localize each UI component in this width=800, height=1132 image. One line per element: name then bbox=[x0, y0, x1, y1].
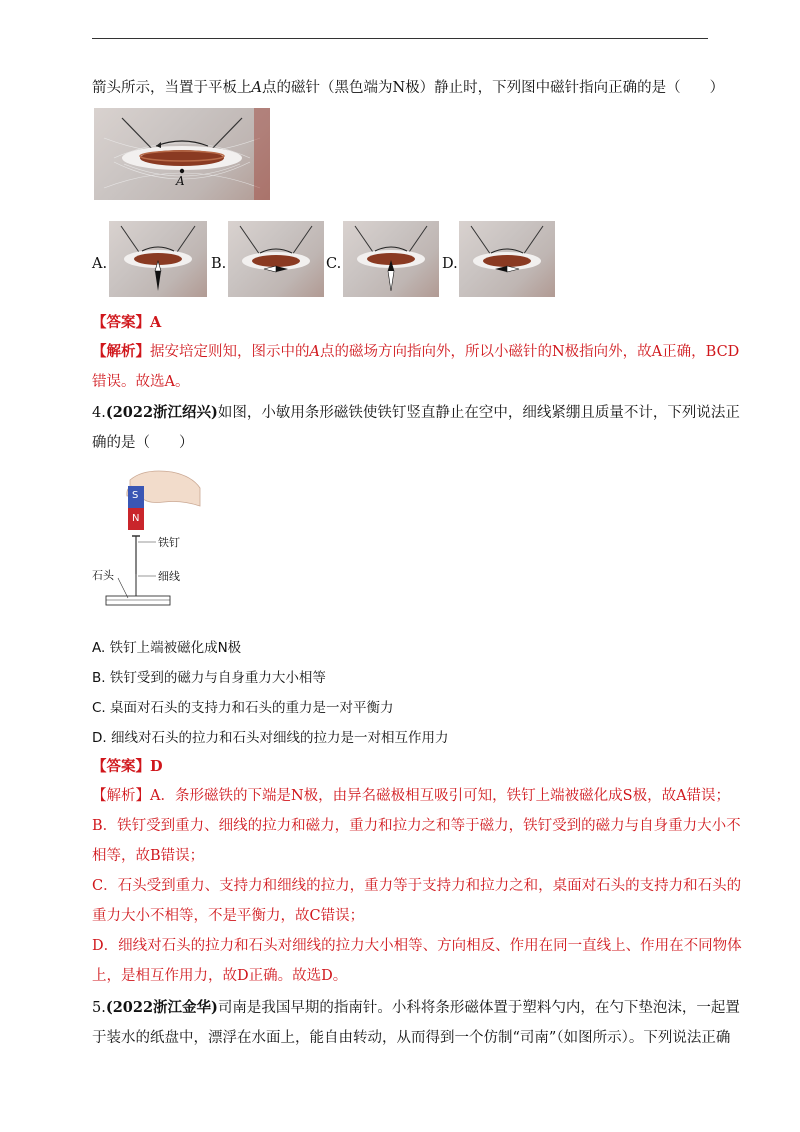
q3-stem-text-1: 箭头所示，当置于平板上 bbox=[92, 80, 252, 96]
q4-analysis-line-3: 相等，故B错误； bbox=[92, 848, 205, 864]
q3-option-a-label: A. bbox=[92, 256, 108, 272]
q4-source: (2022浙江绍兴) bbox=[105, 404, 218, 421]
q3-option-b-photo bbox=[228, 221, 324, 297]
q4-analysis-line-6: D．细线对石头的拉力和石头对细线的拉力大小相等、方向相反、作用在同一直线上、作用在不同物体 bbox=[92, 938, 742, 954]
q3-option-d-photo bbox=[459, 221, 555, 297]
q3-option-c-photo bbox=[343, 221, 439, 297]
q3-analysis-point: A bbox=[309, 344, 320, 360]
q3-analysis-text-c: 点的磁场方向指向外，所以小磁针的N极指向外，故A正确，BCD bbox=[319, 344, 740, 360]
q3-analysis-line-1 bbox=[92, 342, 740, 362]
q3-stem-point: A bbox=[251, 80, 262, 96]
q3-option-a-photo bbox=[109, 221, 207, 297]
q3-option-b-label: B. bbox=[211, 256, 227, 272]
magnet-s-label: S bbox=[132, 490, 139, 501]
q3-analysis-text-a: 据安培定则知，图示中的 bbox=[150, 344, 310, 360]
q4-stem-text-1: 如图，小敏用条形磁铁使铁钉竖直静止在空中，细线紧绷且质量不计，下列说法正 bbox=[217, 405, 740, 421]
q3-option-c-label: C. bbox=[326, 256, 342, 272]
q3-option-d-label: D. bbox=[442, 256, 458, 272]
q4-stem-line-1 bbox=[92, 403, 740, 423]
q4-option-d: D. 细线对石头的拉力和石头对细线的拉力是一对相互作用力 bbox=[92, 730, 449, 746]
q4-analysis-line-1: 【解析】A．条形磁铁的下端是N极，由异名磁极相互吸引可知，铁钉上端被磁化成S极，故A错误； bbox=[92, 788, 731, 804]
q5-stem-line-2: 于装水的纸盘中，漂浮在水面上，能自由转动，从而得到一个仿制“司南”（如图所示）。下列说法正确 bbox=[92, 1030, 731, 1046]
q5-source: (2022浙江金华) bbox=[105, 999, 218, 1016]
q3-analysis-tag: 【解析】 bbox=[92, 343, 150, 360]
q4-answer: 【答案】D bbox=[92, 758, 163, 775]
q4-number: 4. bbox=[92, 405, 106, 421]
q5-stem-line-1 bbox=[92, 998, 740, 1018]
q4-analysis-line-2: B．铁钉受到重力、细线的拉力和磁力，重力和拉力之和等于磁力，铁钉受到的磁力与自身重力大小不 bbox=[92, 818, 741, 834]
q4-analysis-line-4: C．石头受到重力、支持力和细线的拉力，重力等于支持力和拉力之和，桌面对石头的支持力和石头的 bbox=[92, 878, 742, 894]
header-rule bbox=[92, 38, 708, 39]
q5-stem-text-1: 司南是我国早期的指南针。小科将条形磁体置于塑料勺内，在勺下垫泡沫，一起置 bbox=[217, 1000, 740, 1016]
q3-answer: 【答案】A bbox=[92, 314, 162, 331]
q4-option-b: B. 铁钉受到的磁力与自身重力大小相等 bbox=[92, 670, 326, 686]
magnet-n-label: N bbox=[132, 513, 140, 524]
q3-analysis-line-2: 错误。故选A。 bbox=[92, 374, 190, 390]
q5-number: 5. bbox=[92, 1000, 106, 1016]
q3-main-photo bbox=[94, 108, 270, 200]
q3-stem-text-2: 点的磁针（黑色端为N极）静止时，下列图中磁针指向正确的是（ ） bbox=[261, 80, 725, 96]
stone-label: 石头 bbox=[92, 569, 114, 582]
nail-label: 铁钉 bbox=[158, 536, 180, 549]
q3-stem-line bbox=[92, 78, 725, 98]
q4-analysis-line-5: 重力大小不相等，不是平衡力，故C错误； bbox=[92, 908, 365, 924]
q4-option-c: C. 桌面对石头的支持力和石头的重力是一对平衡力 bbox=[92, 700, 394, 716]
q4-analysis-line-7: 上，是相互作用力，故D正确。故选D。 bbox=[92, 968, 348, 984]
q4-figure bbox=[92, 466, 202, 614]
q3-main-point-label: A bbox=[176, 174, 185, 188]
thread-label: 细线 bbox=[158, 570, 180, 583]
q4-option-a: A. 铁钉上端被磁化成N极 bbox=[92, 640, 242, 656]
q4-stem-line-2: 确的是（ ） bbox=[92, 435, 194, 451]
